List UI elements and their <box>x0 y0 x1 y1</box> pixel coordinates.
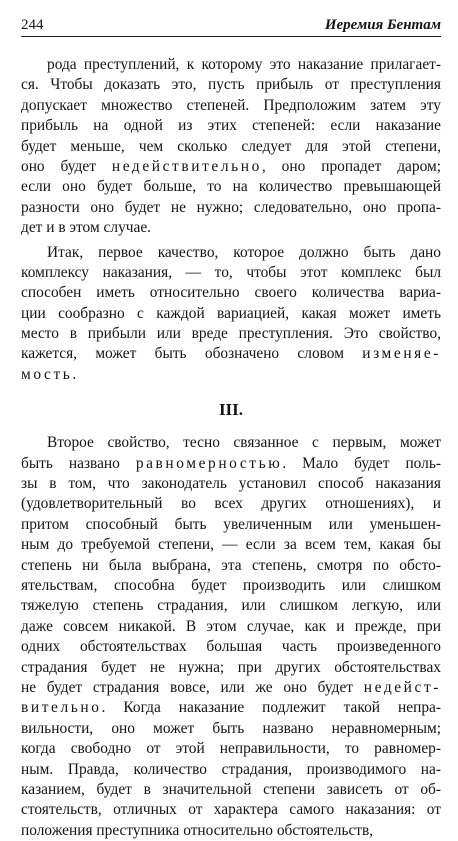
text-line <box>21 243 441 263</box>
text-line <box>21 198 441 218</box>
text-line <box>21 55 441 75</box>
text-run: будет меньше, чем сколько следует для этой степени, <box>21 137 441 155</box>
text-line <box>21 177 441 197</box>
running-title: Иеремия Бентам <box>324 17 441 33</box>
text-run: оно будет <box>21 157 112 175</box>
text-line <box>21 494 441 514</box>
text-line <box>21 474 441 494</box>
text-run: ным до требуемой степени, — если за всем тем, какая бы <box>21 536 441 554</box>
text-run: тяжелую степень страдания, или слишком легкую, или <box>21 597 441 615</box>
paragraph <box>21 433 441 841</box>
spaced-emphasis: мость <box>21 365 73 383</box>
text-line <box>21 637 441 657</box>
text-line <box>21 75 441 95</box>
text-line <box>21 344 441 364</box>
spaced-emphasis: равномерностью <box>135 454 283 472</box>
text-run: страдания будет не нужна; при других обстоятельствах <box>21 658 441 676</box>
text-line <box>21 116 441 136</box>
text-line <box>21 719 441 739</box>
text-run: разности оно будет не нужно; следовательно, оно пропа- <box>21 198 441 216</box>
text-line <box>21 515 441 535</box>
body-text <box>21 55 441 841</box>
text-run: притом способный быть увеличенным или уменьшен- <box>21 515 441 533</box>
text-line <box>21 96 441 116</box>
text-line <box>21 556 441 576</box>
text-run: прибыль на одной из этих степеней: если наказание <box>21 117 441 135</box>
text-line <box>21 433 441 453</box>
text-run: рода преступлений, к которому это наказание прилагает- <box>47 56 441 73</box>
text-line <box>21 658 441 678</box>
text-line <box>21 698 441 718</box>
text-run: степень ни была выбрана, эта степень, смотря по обсто- <box>21 556 441 574</box>
text-line <box>21 596 441 616</box>
text-run: даже совсем никакой. В этом случае, как и прежде, при <box>21 617 441 635</box>
text-run: способен иметь относительно своего количества вариа- <box>21 284 441 302</box>
page-number: 244 <box>21 17 44 33</box>
text-run: ным. Правда, количество страдания, производимого на- <box>21 760 441 778</box>
text-run: Итак, первое качество, которое должно быть дано <box>47 243 441 261</box>
text-line <box>21 283 441 303</box>
text-line <box>21 739 441 759</box>
spaced-emphasis: недействительно <box>111 157 262 175</box>
text-run: когда свободно от этой неправильности, то равномер- <box>21 740 441 758</box>
text-run: дет и в этом случае. <box>21 219 152 237</box>
text-run: допускает множество степеней. Предположим затем эту <box>21 96 441 114</box>
text-line <box>21 365 441 385</box>
text-run: место в прибыли или вреде преступления. Это свойство, <box>21 325 441 343</box>
text-run: . Когда наказание подлежит такой непра- <box>101 699 441 717</box>
text-line <box>21 617 441 637</box>
text-run: зы в том, что законодатель установил способ наказания <box>21 475 441 493</box>
text-run: Второе свойство, тесно связанное с первым, может <box>47 434 441 452</box>
text-run: кажется, может быть обозначено словом <box>21 345 363 363</box>
text-run: стоятельств, отличных от характера самого наказания: от <box>21 801 441 819</box>
text-run: . Мало будет поль- <box>282 454 442 472</box>
text-run: комплексу наказания, — то, чтобы этот комплекс был <box>21 263 441 281</box>
book-page <box>21 16 441 841</box>
text-line <box>21 535 441 555</box>
paragraph <box>21 243 441 386</box>
text-run: не будет страдания вовсе, или же оно будет <box>21 678 364 696</box>
spaced-emphasis: недейст- <box>363 678 441 696</box>
text-run: положения преступника относительно обстоятельств, <box>21 821 374 839</box>
text-run: быть названо <box>21 454 136 472</box>
text-run: , оно пропадет даром; <box>261 157 442 175</box>
section-heading: III. <box>218 400 244 420</box>
text-line <box>21 454 441 474</box>
text-line <box>21 157 441 177</box>
paragraph <box>21 55 441 239</box>
text-run: казанием, будет в значительной степени зависеть от об- <box>21 780 441 798</box>
spaced-emphasis: вительно <box>21 699 102 717</box>
text-line <box>21 137 441 157</box>
text-run: одних обстоятельствах большая часть произведенного <box>21 638 441 656</box>
text-run: ся. Чтобы доказать это, пусть прибыль от преступления <box>21 76 441 94</box>
text-line <box>21 678 441 698</box>
text-line <box>21 760 441 780</box>
spaced-emphasis: изменяе- <box>362 345 441 363</box>
text-run: ции сообразно с каждой вариацией, какая может иметь <box>21 304 441 322</box>
text-line <box>21 800 441 820</box>
text-line <box>21 324 441 344</box>
text-run: вильности, оно может быть названо неравномерным; <box>21 719 441 737</box>
text-run: (удовлетворительный во всех других отношениях), и <box>21 495 441 513</box>
text-line <box>21 263 441 283</box>
text-run: . <box>72 365 77 383</box>
text-line <box>21 821 441 841</box>
text-run: ятельствам, способна будет производить или слишком <box>21 576 441 594</box>
text-line <box>21 218 441 238</box>
text-run: если оно будет больше, то на количество превышающей <box>21 178 441 196</box>
text-line <box>21 576 441 596</box>
text-line <box>21 780 441 800</box>
text-line <box>21 304 441 324</box>
running-header <box>21 16 441 37</box>
